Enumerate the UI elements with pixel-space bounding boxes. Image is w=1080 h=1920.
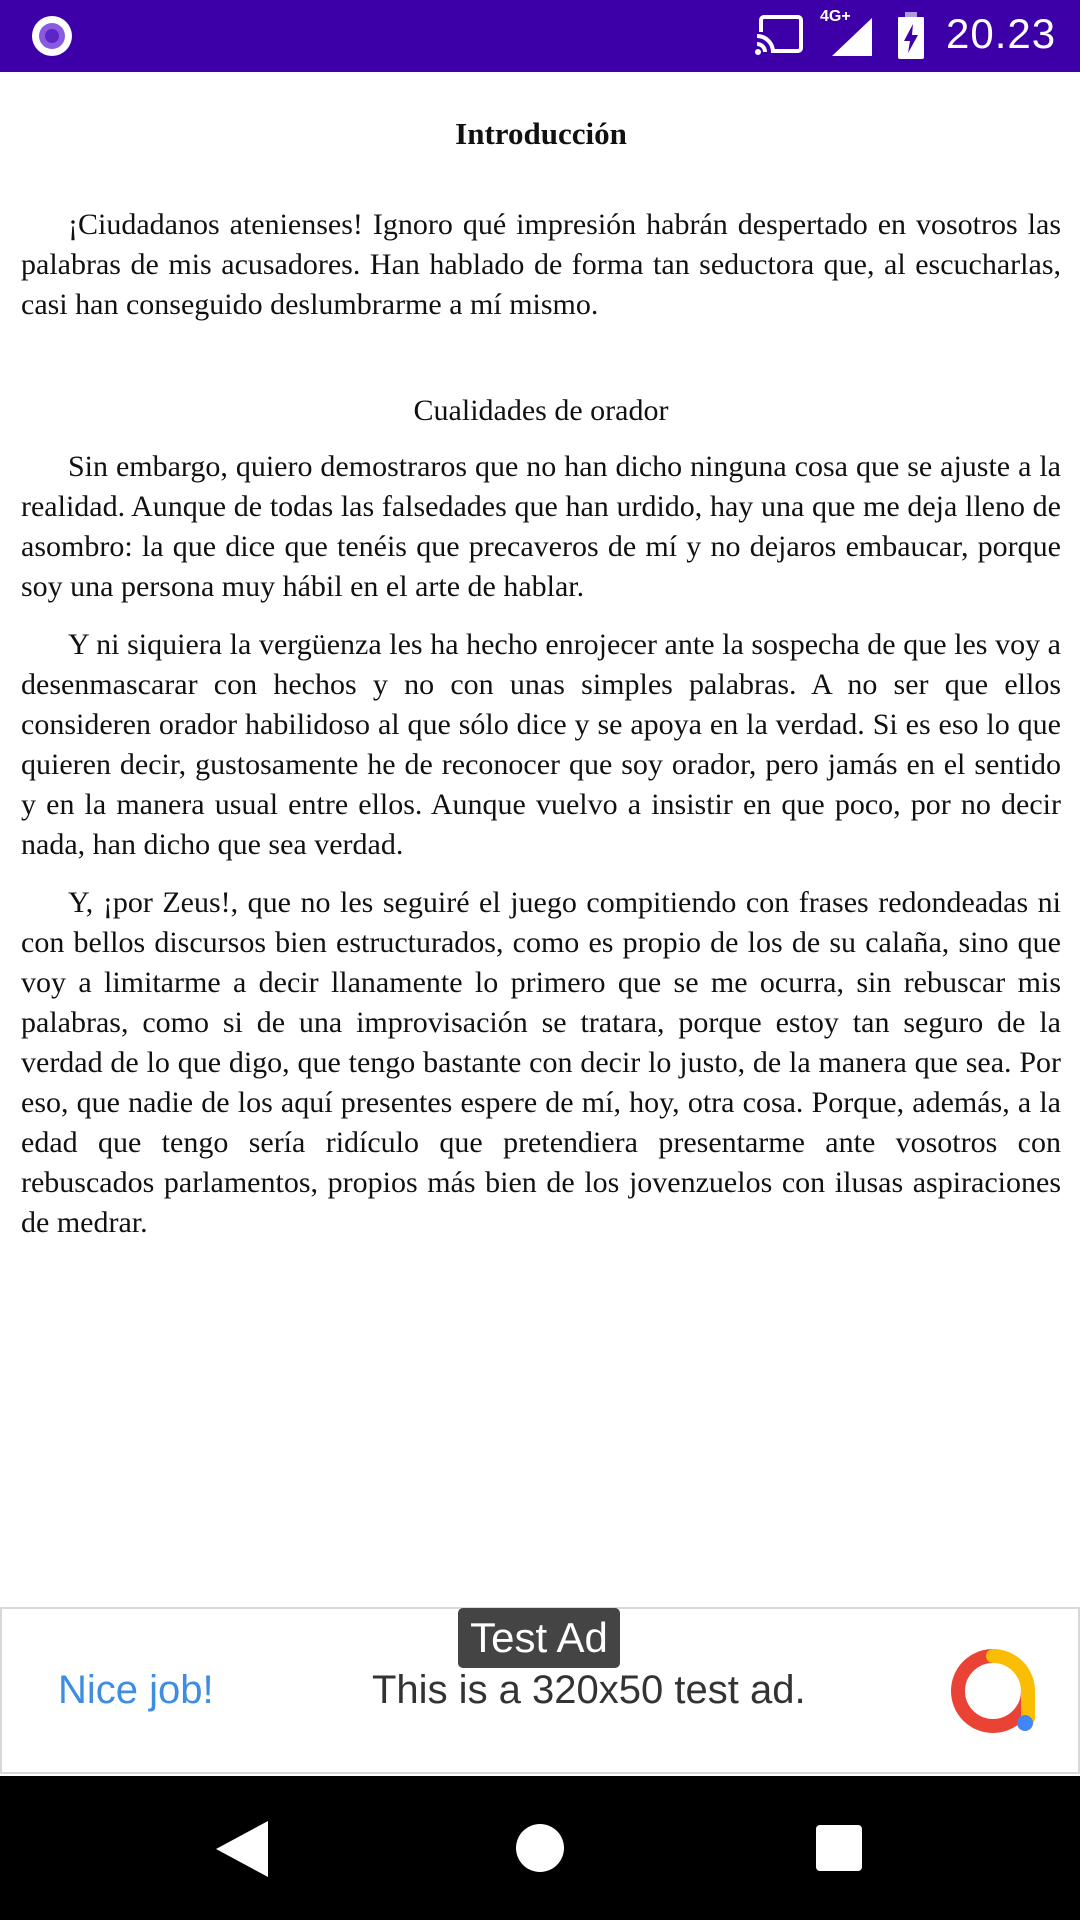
status-clock: 20.23 [946, 10, 1057, 57]
app-notification-icon [32, 16, 72, 56]
page-title: Introducción [455, 116, 627, 151]
paragraph: Y ni siquiera la vergüenza les ha hecho enrojecer ante la sospecha de que les voy a desenmascarar con hechos y no con unas simples palabras. A no ser que ellos consideren orador habilidoso al que sólo dice y se apoya en la verdad. Si es eso lo que quieren decir, gustosamente he de reconocer que soy orador, pero jamás en el sentido y en la manera usual entre ellos. Aunque vuelvo a insistir en que poco, por no decir nada, han dicho que sea verdad. [21, 628, 1061, 861]
network-type-label: 4G+ [820, 8, 851, 25]
paragraph: Y, ¡por Zeus!, que no les seguiré el juego compitiendo con frases redondeadas ni con bellos discursos bien estructurados, como es propio de los de su calaña, sino que voy a limitarme a decir llanamente lo primero que se me ocurra, sin rebuscar mis palabras, como si de una improvisación se tratara, porque estoy tan seguro de la verdad de lo que digo, que tengo bastante con decir lo justo, de la manera que sea. Por eso, que nadie de los aquí presentes espere de mí, hoy, otra cosa. Porque, además, a la edad que tengo sería ridículo que pretendiera presentarme ante vosotros con rebuscados parlamentos, propios más bien de los jovenzuelos con ilusas aspiraciones de medrar. [21, 886, 1061, 1239]
section-subtitle: Cualidades de orador [413, 394, 669, 427]
ad-body-text[interactable]: This is a 320x50 test ad. [372, 1668, 806, 1712]
document-body [21, 72, 1061, 1243]
paragraph: Sin embargo, quiero demostraros que no han dicho ninguna cosa que se ajuste a la realidad. Aunque de todas las falsedades que han urdido, hay una que me deja lleno de asombro: la que dice que tenéis que precaveros de mí y no dejaros embaucar, porque soy una persona muy hábil en el arte de hablar. [21, 450, 1061, 603]
test-ad-badge: Test Ad [458, 1608, 620, 1668]
status-bar [0, 0, 1080, 72]
home-icon[interactable] [516, 1824, 564, 1872]
ad-logo-icon[interactable] [950, 1648, 1036, 1734]
recents-icon[interactable] [816, 1825, 862, 1871]
signal-icon [830, 14, 874, 58]
paragraph: ¡Ciudadanos atenienses! Ignoro qué impresión habrán despertado en vosotros las palabras de mis acusadores. Han hablado de forma tan seductora que, al escucharlas, casi han conseguido deslumbrarme a mí mismo. [21, 208, 1061, 321]
back-icon[interactable] [214, 1819, 270, 1879]
ad-headline[interactable]: Nice job! [58, 1668, 214, 1712]
cast-icon [753, 14, 805, 58]
battery-charging-icon [896, 12, 926, 60]
